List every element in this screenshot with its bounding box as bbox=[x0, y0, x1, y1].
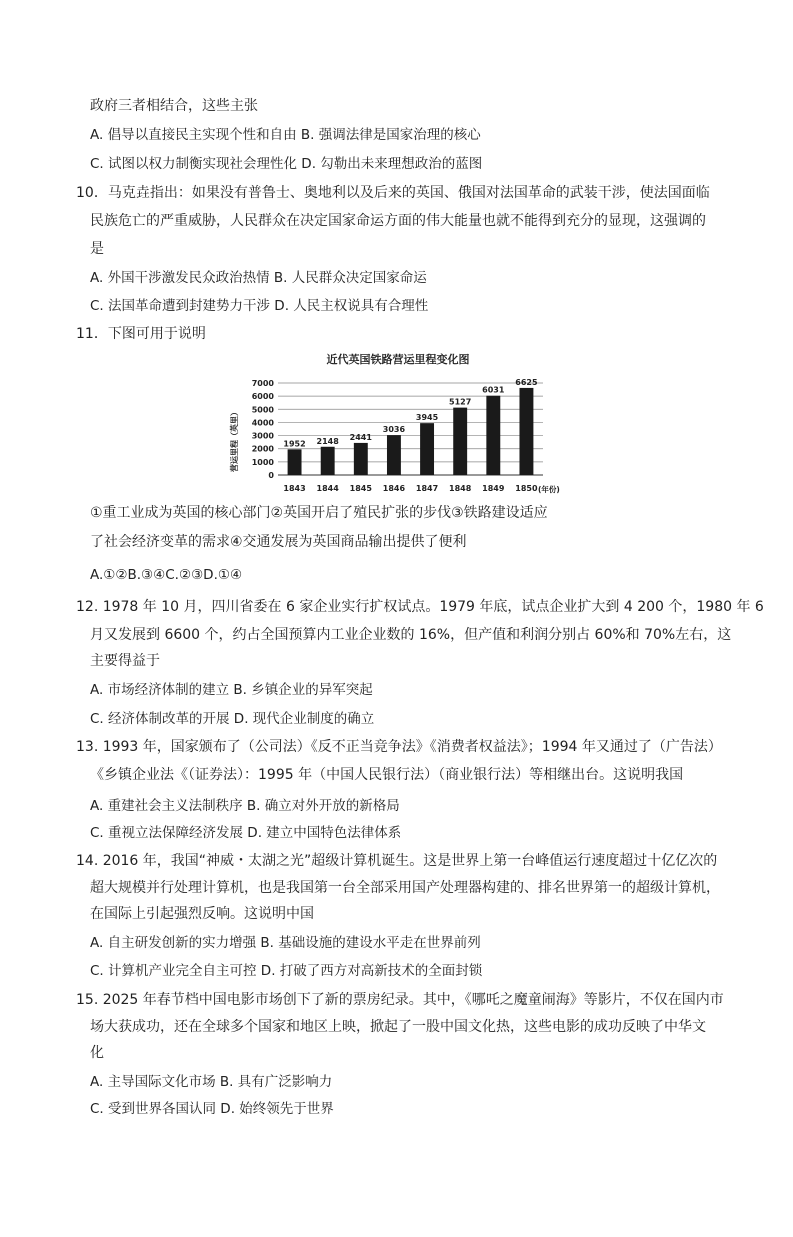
q9-options-cd: C. 试图以权力制衡实现社会理性化 D. 勾勒出未来理想政治的蓝图 bbox=[90, 156, 483, 172]
chart-y-ticks bbox=[252, 379, 275, 480]
q10-stem-line1: 10．马克垚指出：如果没有普鲁士、奥地利以及后来的英国、俄国对法国革命的武装干涉，使法国面临 bbox=[76, 185, 710, 201]
q15-options-cd: C. 受到世界各国认同 D. 始终领先于世界 bbox=[90, 1101, 334, 1117]
q14-stem-line1: 14. 2016 年，我国“神威・太湖之光”超级计算机诞生。这是世界上第一台峰值运行速度超过十亿亿次的 bbox=[76, 853, 718, 869]
chart-xlabel: (年份) bbox=[538, 485, 560, 494]
q12-stem-line3: 主要得益于 bbox=[90, 653, 160, 669]
chart-y-tick-label: 7000 bbox=[251, 379, 274, 388]
chart-value-label: 3945 bbox=[415, 413, 439, 423]
chart-x-tick-label: 1844 bbox=[316, 484, 339, 493]
q12-options-cd: C. 经济体制改革的开展 D. 现代企业制度的确立 bbox=[90, 711, 375, 727]
q14-stem-line2: 超大规模并行处理计算机，也是我国第一台全部采用国产处理器构建的、排名世界第一的超级计算机， bbox=[90, 880, 720, 896]
chart-y-tick-label: 0 bbox=[268, 471, 274, 480]
q15-stem-line1: 15. 2025 年春节档中国电影市场创下了新的票房纪录。其中，《哪吒之魔童闹海》等影片，不仅在国内市 bbox=[76, 992, 724, 1008]
chart-x-tick-label: 1847 bbox=[415, 484, 439, 493]
chart-title: 近代英国铁路营运里程变化图 bbox=[326, 353, 470, 366]
chart-x-ticks bbox=[283, 484, 538, 493]
q14-stem-line3: 在国际上引起强烈反响。这说明中国 bbox=[90, 906, 314, 922]
chart-y-tick-label: 2000 bbox=[251, 444, 274, 454]
chart-ylabel: 营运里程（英里） bbox=[230, 408, 239, 472]
q12-stem-line1: 12. 1978 年 10 月，四川省委在 6 家企业实行扩权试点。1979 年底，试点企业扩大到 4 200 个，1980 年 6 bbox=[76, 599, 764, 615]
q15-stem-line2: 场大获成功，还在全球多个国家和地区上映，掀起了一股中国文化热，这些电影的成功反映了中华文 bbox=[90, 1019, 706, 1035]
q11-items-line2: 了社会经济变革的需求④交通发展为英国商品输出提供了便利 bbox=[90, 534, 467, 550]
q10-options-ab: A. 外国干涉激发民众政治热情 B. 人民群众决定国家命运 bbox=[90, 270, 427, 286]
q14-options-cd: C. 计算机产业完全自主可控 D. 打破了西方对高新技术的全面封锁 bbox=[90, 963, 483, 979]
chart-y-tick-label: 6000 bbox=[251, 392, 274, 402]
q12-stem-line2: 月又发展到 6600 个，约占全国预算内工业企业数的 16%，但产值和利润分别占 60%和 70%左右，这 bbox=[90, 627, 732, 643]
chart-bar-1843 bbox=[288, 449, 302, 475]
railway-mileage-bar-chart bbox=[228, 345, 568, 497]
chart-value-label: 1952 bbox=[283, 439, 306, 449]
q13-options-ab: A. 重建社会主义法制秩序 B. 确立对外开放的新格局 bbox=[90, 798, 400, 814]
chart-bar-1848 bbox=[453, 408, 467, 475]
q15-stem-line3: 化 bbox=[90, 1045, 104, 1061]
chart-value-label: 6031 bbox=[482, 385, 505, 395]
chart-x-tick-label: 1843 bbox=[283, 484, 306, 493]
q9-options-ab: A. 倡导以直接民主实现个性和自由 B. 强调法律是国家治理的核心 bbox=[90, 127, 481, 143]
q15-options-ab: A. 主导国际文化市场 B. 具有广泛影响力 bbox=[90, 1074, 333, 1090]
chart-y-tick-label: 4000 bbox=[251, 418, 274, 428]
chart-y-tick-label: 1000 bbox=[251, 457, 274, 467]
chart-grid bbox=[278, 383, 543, 475]
chart-x-tick-label: 1849 bbox=[482, 484, 505, 493]
q13-stem-line2: 《乡镇企业法《（证券法）：1995 年（中国人民银行法）（商业银行法）等相继出台。这说明我国 bbox=[90, 767, 684, 783]
q10-stem-line2: 民族危亡的严重威胁，人民群众在决定国家命运方面的伟大能量也就不能得到充分的显现，这强调的 bbox=[90, 213, 706, 229]
chart-x-tick-label: 1845 bbox=[349, 484, 372, 493]
chart-value-label: 2148 bbox=[316, 436, 339, 446]
chart-x-tick-label: 1850 bbox=[515, 484, 538, 493]
q11-items-line1: ①重工业成为英国的核心部门②英国开启了殖民扩张的步伐③铁路建设适应 bbox=[90, 505, 548, 521]
chart-bar-1847 bbox=[420, 423, 434, 475]
q11-stem: 11．下图可用于说明 bbox=[76, 326, 206, 342]
chart-bar-1846 bbox=[387, 435, 401, 475]
q9-stem-tail: 政府三者相结合，这些主张 bbox=[90, 98, 258, 114]
chart-y-tick-label: 5000 bbox=[251, 405, 274, 415]
chart-y-tick-label: 3000 bbox=[251, 431, 274, 441]
q11-options: A.①②B.③④C.②③D.①④ bbox=[90, 567, 243, 583]
chart-bar-1845 bbox=[354, 443, 368, 475]
chart-bar-1844 bbox=[321, 447, 335, 475]
q13-options-cd: C. 重视立法保障经济发展 D. 建立中国特色法律体系 bbox=[90, 825, 402, 841]
chart-value-label: 5127 bbox=[449, 397, 472, 407]
q13-stem-line1: 13. 1993 年，国家颁布了（公司法）《反不正当竞争法》《消费者权益法》；1994 年又通过了（广告法） bbox=[76, 739, 722, 755]
chart-bar-1850 bbox=[519, 388, 533, 475]
chart-value-label: 2441 bbox=[349, 432, 372, 442]
chart-x-tick-label: 1846 bbox=[382, 484, 406, 493]
q10-stem-line3: 是 bbox=[90, 241, 104, 257]
chart-x-tick-label: 1848 bbox=[449, 484, 472, 493]
q14-options-ab: A. 自主研发创新的实力增强 B. 基础设施的建设水平走在世界前列 bbox=[90, 935, 481, 951]
chart-value-label: 6625 bbox=[515, 377, 538, 387]
chart-value-label: 3036 bbox=[382, 425, 406, 435]
q12-options-ab: A. 市场经济体制的建立 B. 乡镇企业的异军突起 bbox=[90, 682, 373, 698]
chart-bar-1849 bbox=[486, 396, 500, 475]
q10-options-cd: C. 法国革命遭到封建势力干涉 D. 人民主权说具有合理性 bbox=[90, 298, 429, 314]
